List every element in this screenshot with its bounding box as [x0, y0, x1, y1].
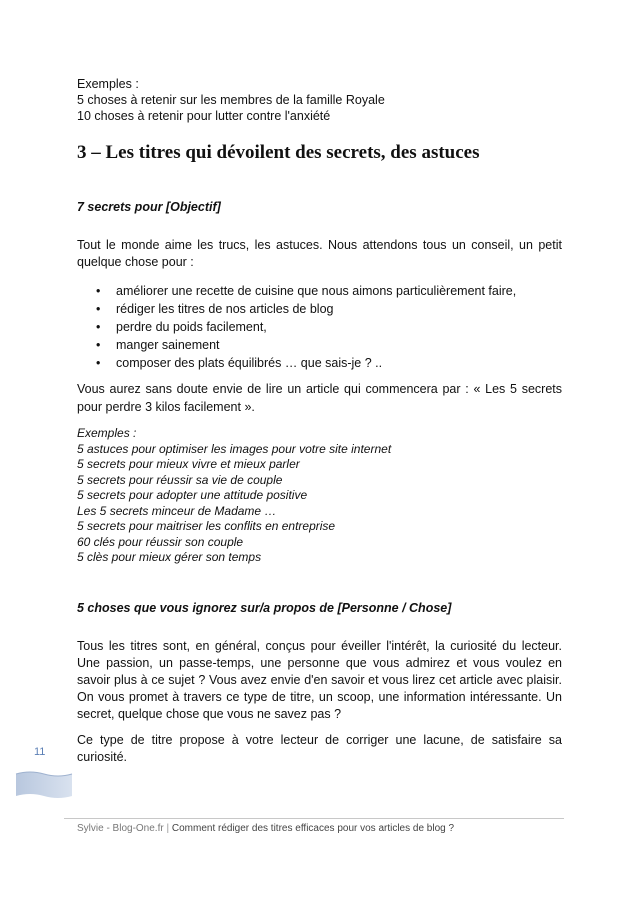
- example-line: 10 choses à retenir pour lutter contre l'anxiété: [77, 109, 331, 123]
- bullet-icon: •: [96, 320, 101, 334]
- examples-label: Exemples :: [77, 426, 137, 440]
- example-line: 5 astuces pour optimiser les images pour votre site internet: [77, 441, 392, 456]
- subsection-title-choses: 5 choses que vous ignorez sur/a propos de [Personne / Chose]: [77, 601, 452, 615]
- bullet-icon: •: [96, 338, 101, 352]
- footer-author: Sylvie - Blog-One.fr: [77, 823, 164, 834]
- example-line: 5 secrets pour adopter une attitude positive: [77, 488, 308, 502]
- footer-doc-title: Comment rédiger des titres efficaces pour vos articles de blog ?: [171, 823, 455, 834]
- body-paragraph: Ce type de titre propose à votre lecteur de corriger une lacune, de satisfaire sa curiosité.: [77, 733, 562, 764]
- page-tab-graphic: [14, 770, 74, 800]
- footer: [77, 823, 454, 834]
- examples-top: [77, 76, 562, 124]
- example-line: 5 choses à retenir sur les membres de la famille Royale: [77, 93, 385, 107]
- example-line: 5 clès pour mieux gérer son temps: [77, 550, 262, 564]
- example-line: 5 secrets pour maitriser les conflits en entreprise: [77, 519, 336, 533]
- example-line: 5 secrets pour mieux vivre et mieux parler: [77, 457, 300, 471]
- intro-paragraph: Tout le monde aime les trucs, les astuces. Nous attendons tous un conseil, un petit quelque chose pour :: [77, 238, 562, 269]
- list-item: • rédiger les titres de nos articles de blog: [96, 302, 334, 316]
- bullet-icon: •: [96, 356, 101, 370]
- bullet-icon: •: [96, 284, 101, 298]
- section-heading: 3 – Les titres qui dévoilent des secrets, des astuces: [77, 142, 480, 163]
- example-line: 5 secrets pour réussir sa vie de couple: [77, 472, 283, 487]
- list-item: • perdre du poids facilement,: [96, 320, 267, 334]
- body-paragraph: Tous les titres sont, en général, conçus pour éveiller l'intérêt, la curiosité du lecteur. Une passion, un passe-temps, une personne que vous admirez et vous voulez en savoir plus à ce sujet ? Vous avez envie d'en savoir et vous lirez cet article avec plaisir. On vous promet à travers ce type de titre, un scoop, une information intéressante. Un secret, quelque chose que vous ne savez pas ?: [77, 639, 562, 721]
- list-item: • composer des plats équilibrés … que sais-je ? ..: [96, 356, 383, 370]
- examples-top-label: Exemples :: [77, 77, 139, 91]
- page-number: 11: [34, 746, 46, 758]
- list-item: • améliorer une recette de cuisine que nous aimons particulièrement faire,: [96, 284, 517, 298]
- conclusion-paragraph: Vous aurez sans doute envie de lire un article qui commencera par : « Les 5 secrets pour perdre 3 kilos facilement ».: [77, 382, 562, 414]
- list-item: • manger sainement: [96, 338, 220, 352]
- example-line: 60 clés pour réussir son couple: [77, 534, 244, 549]
- example-line: Les 5 secrets minceur de Madame …: [77, 503, 277, 518]
- examples-list: [77, 426, 391, 566]
- subsection-title-secrets: 7 secrets pour [Objectif]: [77, 200, 221, 214]
- bullet-list: [77, 282, 562, 372]
- footer-rule: [64, 818, 564, 819]
- footer-separator: |: [166, 823, 170, 834]
- bullet-icon: •: [96, 302, 101, 316]
